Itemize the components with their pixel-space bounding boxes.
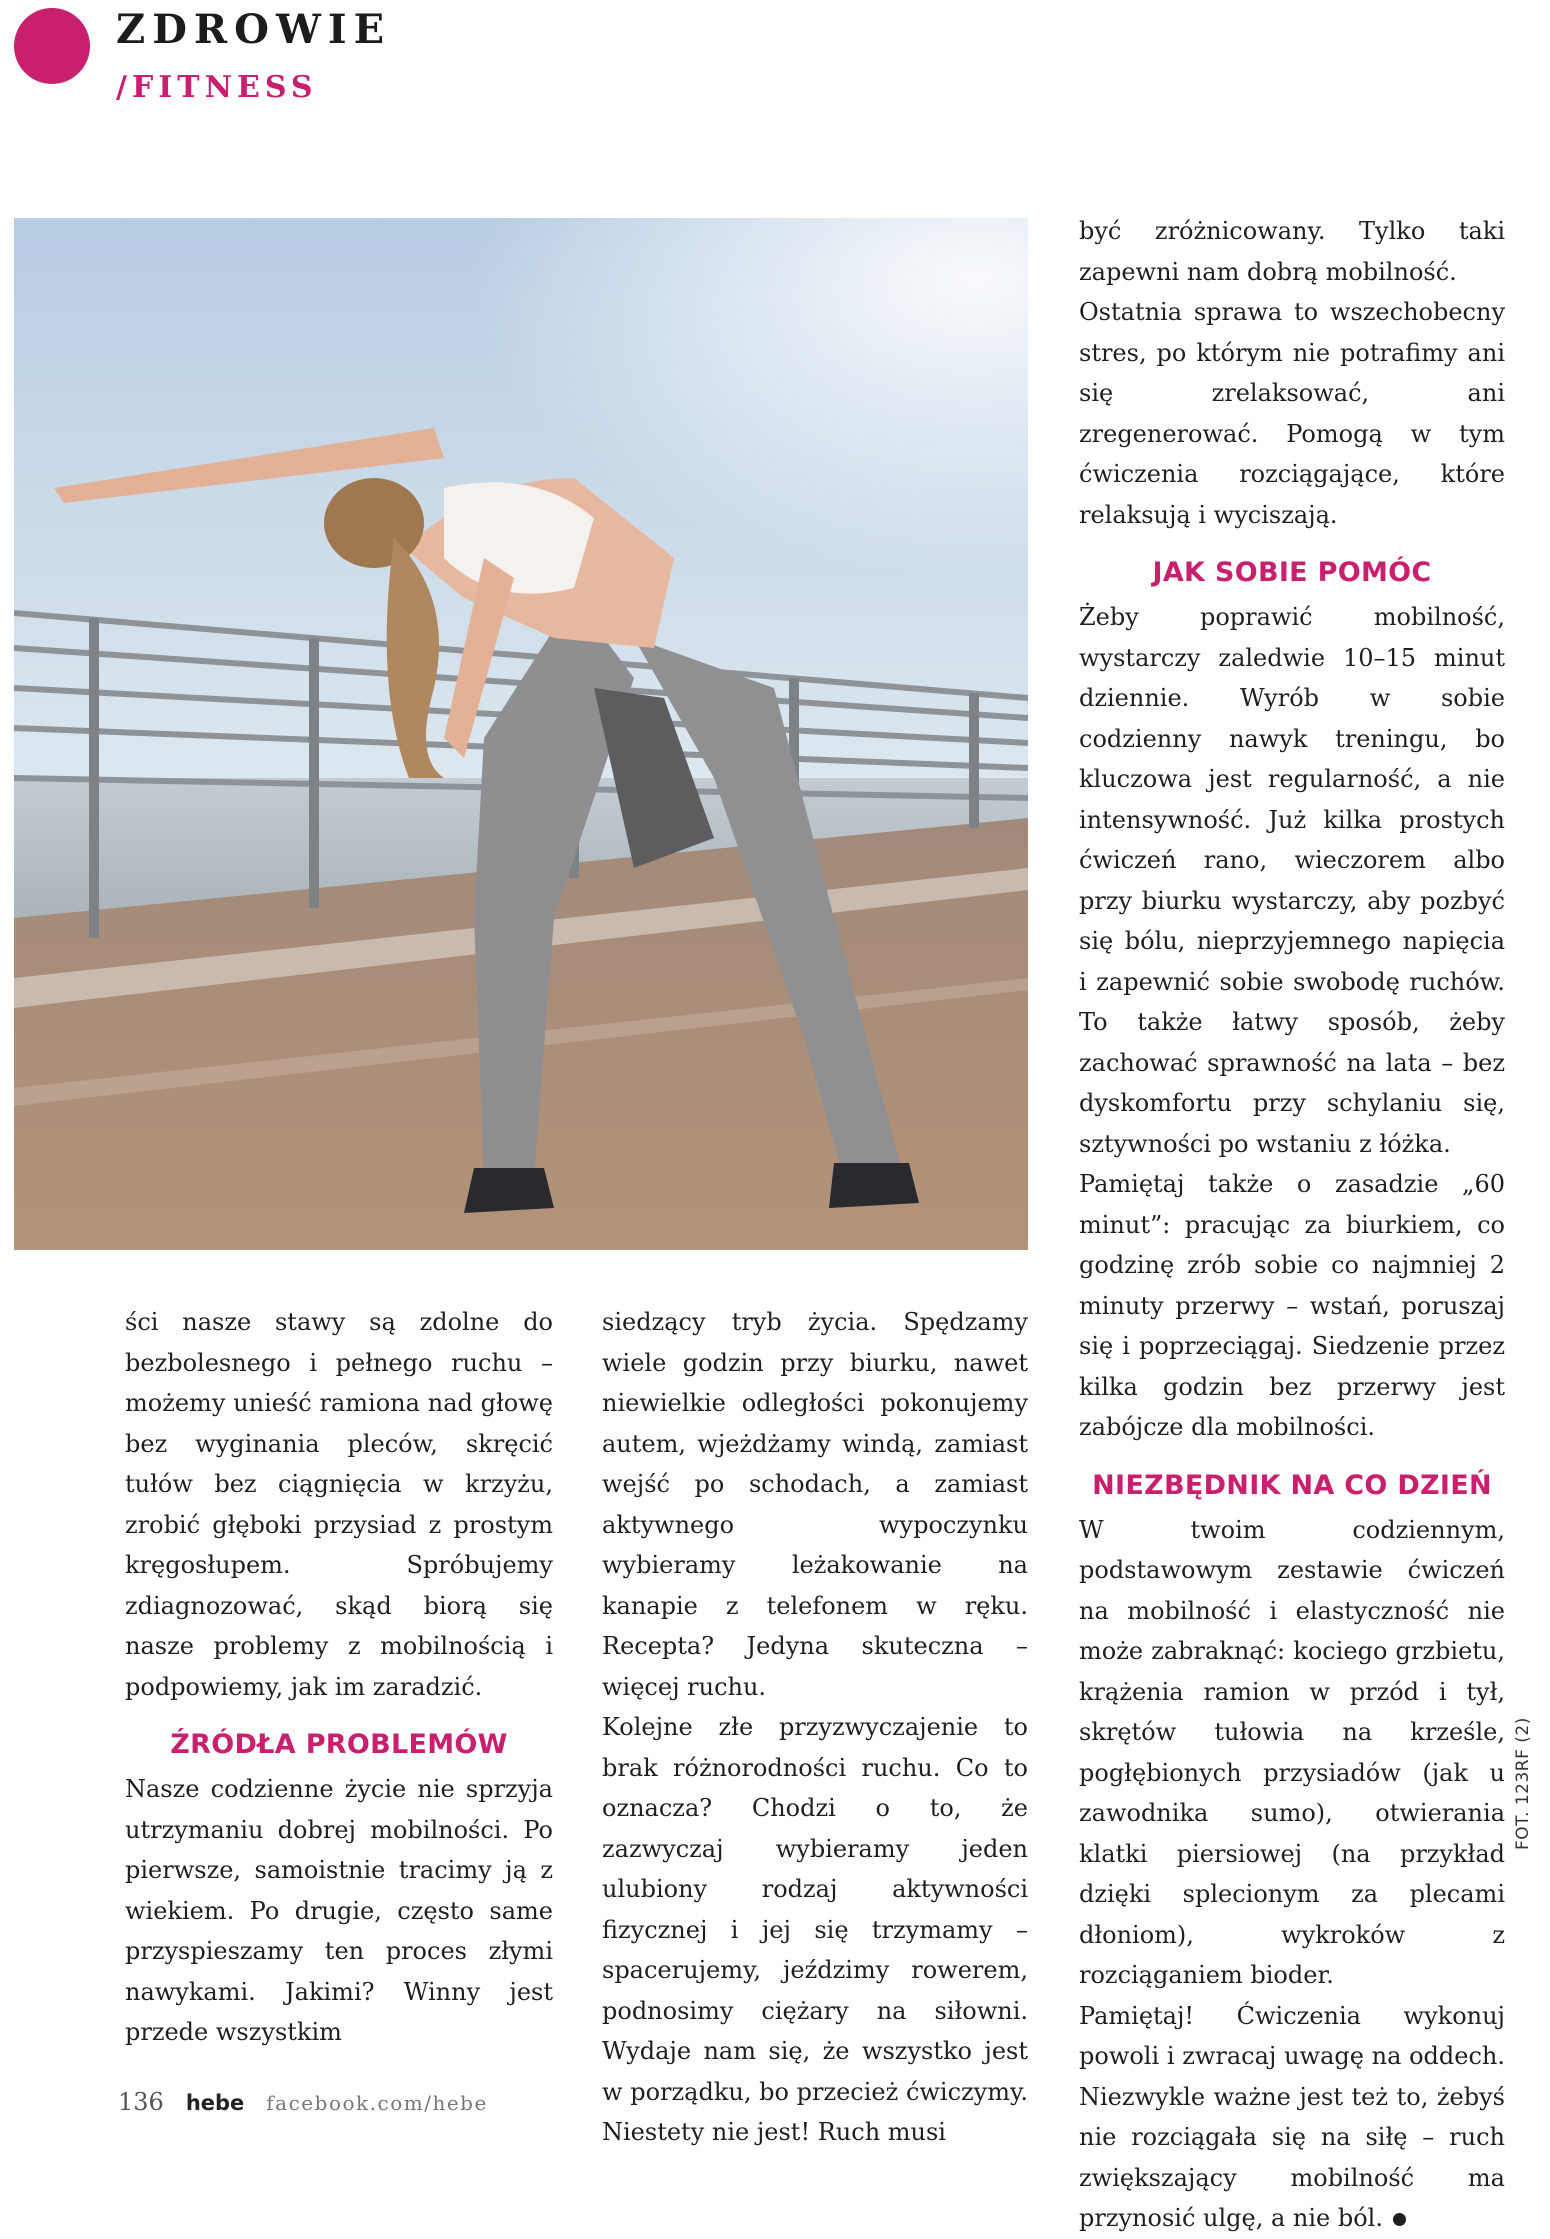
article-paragraph: ści nasze stawy są zdolne do bezbolesnego i pełnego ruchu – możemy unieść ramiona nad głowę bez wyginania pleców, skręcić tułów bez ciągnięcia w krzyżu, zrobić głęboki przysiad z prostym kręgosłupem. Spróbujemy zdiagnozować, skąd biorą się nasze problemy z mobilnością i podpowiemy, jak im zaradzić. [125,1308,553,1701]
article-column-2 [602,1302,1028,2153]
page-number: 136 [118,2088,164,2116]
brand-logo: hebe [185,2091,245,2115]
article-paragraph-final [1079,1996,1505,2239]
article-paragraph: Pamiętaj także o zasadzie „60 minut”: pracując za biurkiem, co godzinę zrób sobie co najmniej 2 minuty przerwy – wstań, poruszaj się i poprzeciągaj. Siedzenie przez kilka godzin bez przerwy jest zabójcze dla mobilności. [1079,1170,1505,1441]
subheading-jak-sobie-pomoc: JAK SOBIE POMÓC [1152,557,1432,588]
photo-credit: FOT. 123RF (2) [1513,1717,1533,1850]
article-paragraph: być zróżnicowany. Tylko taki zapewni nam dobrą mobilność. [1079,217,1505,286]
article-paragraph: W twoim codziennym, podstawowym zestawie ćwiczeń na mobilność i elastyczność nie może zabraknąć: kociego grzbietu, krążenia ramion w przód i tył, skrętów tułowia na krześle, pogłębionych przysiadów (jak u zawodnika sumo), otwierania klatki piersiowej (na przykład dzięki splecionym za plecami dłoniom), wykroków z rozciąganiem bioder. [1079,1515,1505,1989]
article-column-3 [1079,211,1505,2239]
woman-stretching-photo-icon [14,218,1028,1250]
page-footer [118,2088,488,2116]
final-text: Pamiętaj! Ćwiczenia wykonuj powoli i zwracaj uwagę na oddech. Niezwykle ważne jest też to, żebyś nie rozciągała się na siłę – ruch zwiększający mobilność ma przynosić ulgę, a nie ból. [1079,2001,1505,2232]
article-photo [14,218,1028,1250]
article-paragraph: Ostatnia sprawa to wszechobecny stres, po którym nie potrafimy ani się zrelaksować, ani zregenerować. Pomogą w tym ćwiczenia rozciągające, które relaksują i wyciszają. [1079,298,1505,529]
article-paragraph: Kolejne złe przyzwyczajenie to brak różnorodności ruchu. Co to oznacza? Chodzi o to, że zazwyczaj wybieramy jeden ulubiony rodzaj aktywności fizycznej i jej się trzymamy – spacerujemy, jeździmy rowerem, podnosimy ciężary na siłowni. Wydaje nam się, że wszystko jest w porządku, bo przecież ćwiczymy. Niestety nie jest! Ruch musi [602,1713,1028,2146]
social-link[interactable]: facebook.com/hebe [266,2091,488,2115]
section-dot-icon [14,8,90,84]
article-paragraph: siedzący tryb życia. Spędzamy wiele godzin przy biurku, nawet niewielkie odległości pokonujemy autem, wjeżdżamy windą, zamiast wejść po schodach, a zamiast aktywnego wypoczynku wybieramy leżakowanie na kanapie z telefonem w ręku. Recepta? Jedyna skuteczna – więcej ruchu. [602,1308,1028,1701]
end-mark-icon [1393,2213,1406,2226]
section-subtitle: /FITNESS [116,70,318,105]
section-title: ZDROWIE [116,6,392,53]
article-column-1 [125,1302,553,2053]
subheading-zrodla-problemow: ŹRÓDŁA PROBLEMÓW [170,1729,508,1760]
subheading-niezbednik: NIEZBĘDNIK NA CO DZIEŃ [1092,1469,1492,1501]
article-paragraph: Nasze codzienne życie nie sprzyja utrzymaniu dobrej mobilności. Po pierwsze, samoistnie tracimy ją z wiekiem. Po drugie, często same przyspieszamy ten proces złymi nawykami. Jakimi? Winny jest przede wszystkim [125,1775,553,2046]
article-paragraph: Żeby poprawić mobilność, wystarczy zaledwie 10–15 minut dziennie. Wyrób w sobie codzienny nawyk treningu, bo kluczowa jest regularność, a nie intensywność. Już kilka prostych ćwiczeń rano, wieczorem albo przy biurku wystarczy, aby pozbyć się bólu, nieprzyjemnego napięcia i zapewnić sobie swobodę ruchów. To także łatwy sposób, żeby zachować sprawność na lata – bez dyskomfortu przy schylaniu się, sztywności po wstaniu z łóżka. [1079,603,1505,1158]
